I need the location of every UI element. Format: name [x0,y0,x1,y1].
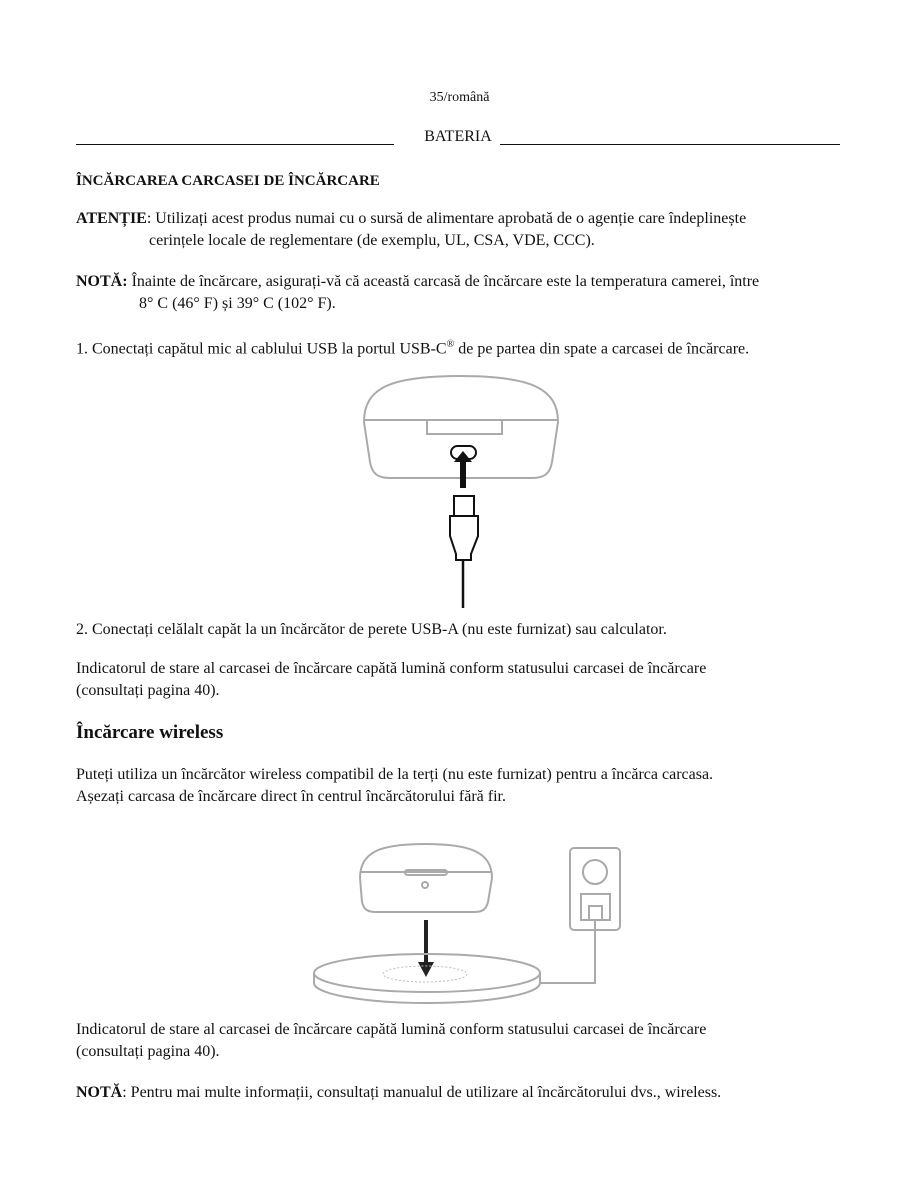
step2: 2. Conectați celălalt capăt la un încărcător de perete USB-A (nu este furnizat) sau calculator. [76,621,667,638]
note2-label: NOTĂ [76,1084,123,1101]
note1-label: NOTĂ: [76,273,128,290]
caution-text: : Utilizați acest produs numai cu o sursă de alimentare aprobată de o agenție care îndeplinește [146,210,747,227]
step1-text-after: de pe partea din spate a carcasei de încărcare. [454,340,750,358]
caution-line2: cerințele locale de reglementare (de exemplu, UL, CSA, VDE, CCC). [149,232,595,249]
arrow-down-icon [418,962,434,977]
charging-pad-side [314,973,540,1003]
section-title: BATERIA [424,128,492,145]
indicator2-line2: (consultați pagina 40). [76,1043,220,1060]
note1-line2: 8° C (46° F) și 39° C (102° F). [139,295,336,312]
wireless-charging-illustration [300,840,640,1010]
heading-wireless-charging: Încărcare wireless [76,722,224,743]
usb-c-plug-tip [454,496,474,516]
step1-text: 1. Conectați capătul mic al cablului USB la portul USB-C [76,340,447,358]
note2-text: : Pentru mai multe informații, consultați manualul de utilizare al încărcătorului dvs., wireless. [122,1084,722,1101]
charging-case-outline [360,844,492,912]
case-button [422,882,428,888]
arrow-up-icon [454,451,472,462]
header-rule-right [500,144,840,145]
caution-label: ATENȚIE [76,210,147,227]
caution-line1 [76,208,746,230]
header-rule-left [76,144,394,145]
usb-c-connection-illustration [350,350,570,610]
page-number: 35/română [429,90,490,105]
section-header [76,126,840,148]
adapter-plug [589,906,602,920]
wireless-para-line1: Puteți utiliza un încărcător wireless compatibil de la terți (nu este furnizat) pentru a încărca carcasa. [76,766,714,783]
indicator2-line1: Indicatorul de stare al carcasei de încărcare capătă lumină conform statusului carcasei de încărcare [76,1021,707,1038]
note1-line1 [76,271,759,293]
outlet-socket-icon [583,860,607,884]
note2 [76,1082,721,1104]
wireless-para-line2: Așezați carcasa de încărcare direct în centrul încărcătorului fără fir. [76,788,506,805]
registered-mark: ® [446,339,455,350]
indicator1-line2: (consultați pagina 40). [76,682,220,699]
note1-text: Înainte de încărcare, asigurați-vă că această carcasă de încărcare este la temperatura camerei, între [127,273,760,290]
usb-plug-body [450,516,478,560]
heading-charging-case: ÎNCĂRCAREA CARCASEI DE ÎNCĂRCARE [76,173,380,189]
indicator1-line1: Indicatorul de stare al carcasei de încărcare capătă lumină conform statusului carcasei de încărcare [76,660,707,677]
case-recess [427,420,502,434]
